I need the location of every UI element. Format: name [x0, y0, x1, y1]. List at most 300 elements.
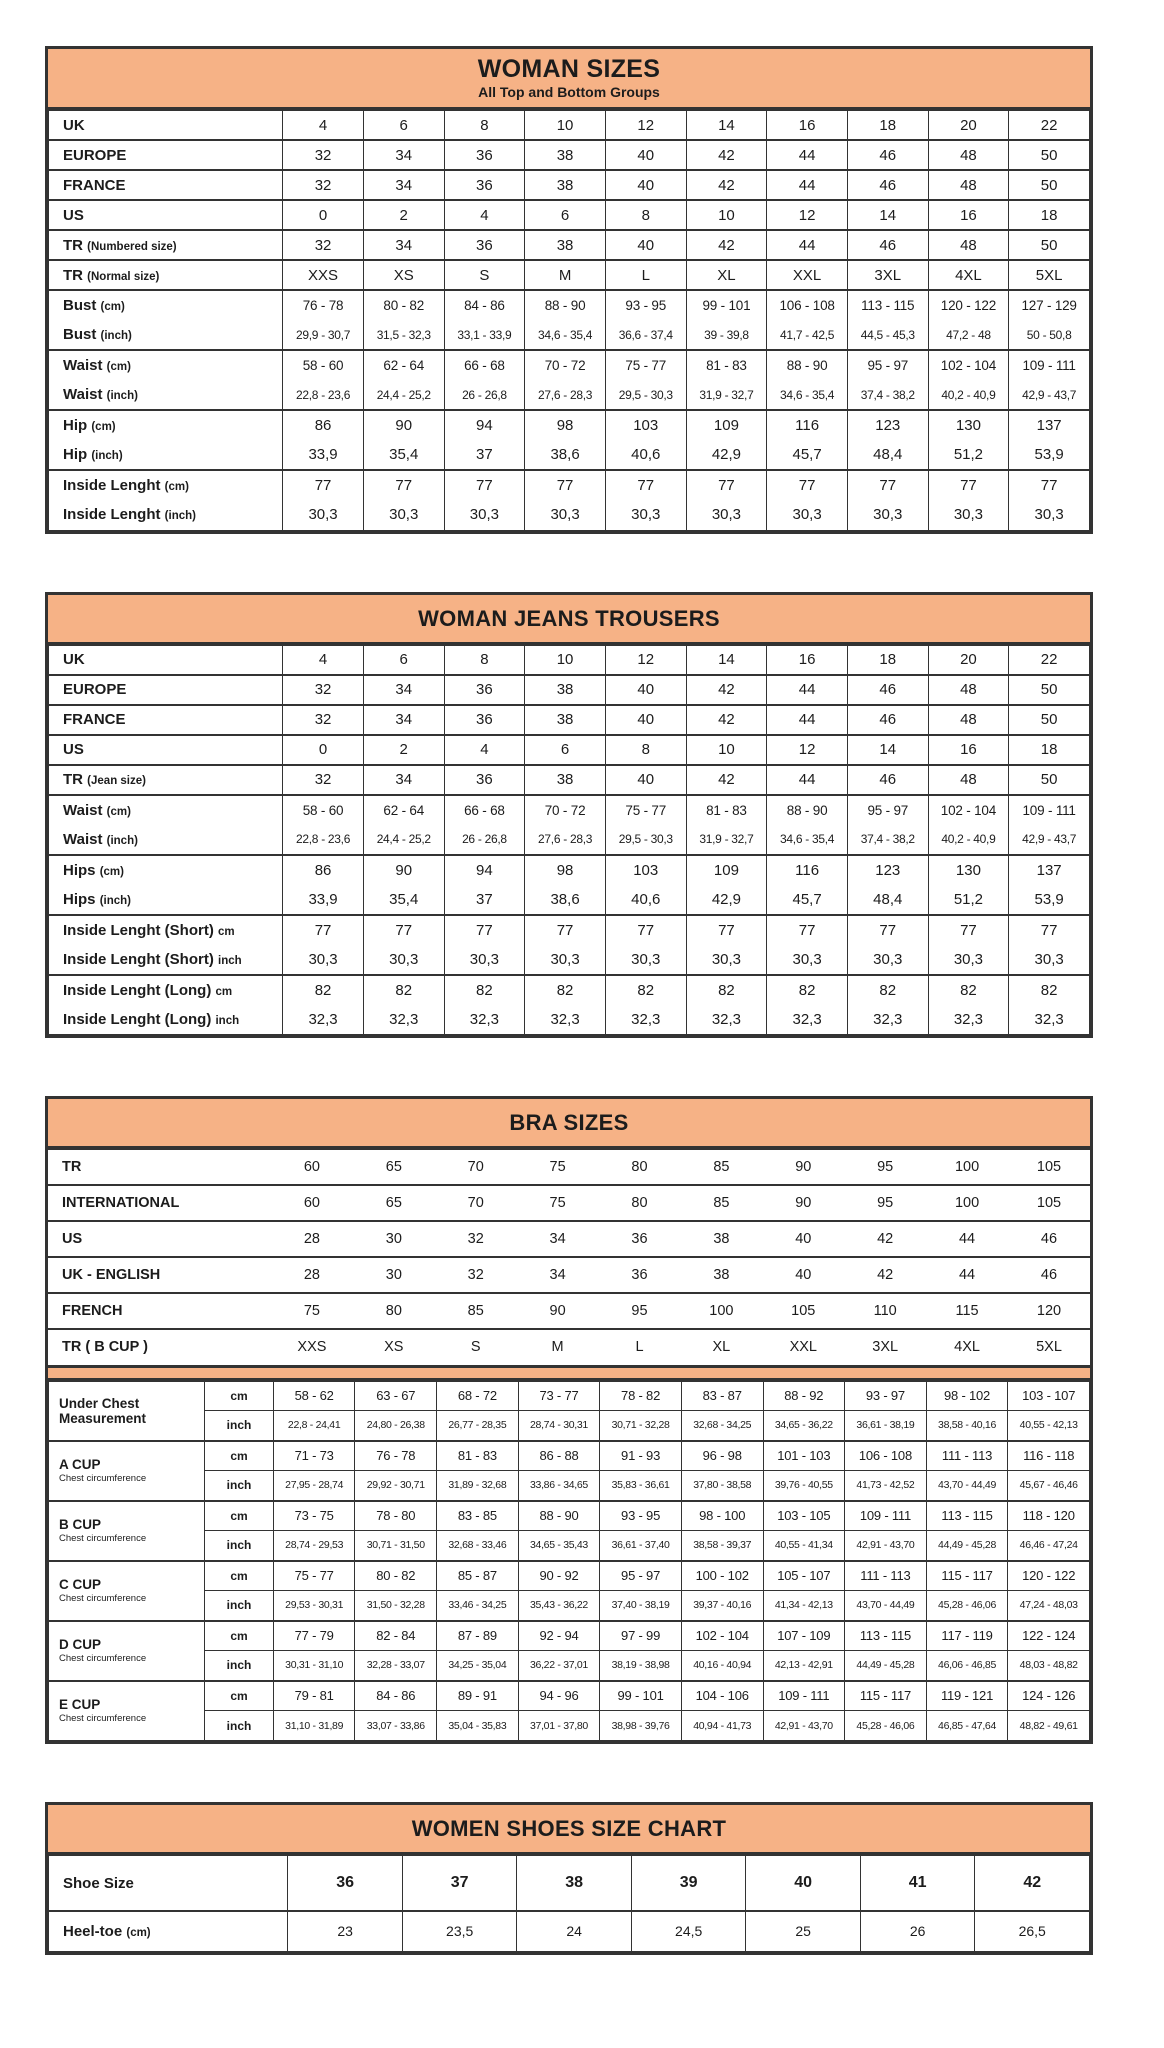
size-value: 88 - 90 [767, 350, 848, 380]
size-value: 75 - 77 [273, 1561, 355, 1591]
size-value: 32 [283, 705, 364, 735]
row-label [49, 260, 283, 290]
size-value: 5XL [1008, 1329, 1090, 1365]
size-value: 18 [847, 110, 928, 140]
size-value: 105 [1008, 1185, 1090, 1221]
size-value: 82 - 84 [355, 1621, 437, 1651]
size-value: 32 [283, 675, 364, 705]
size-value: 16 [767, 645, 848, 675]
size-value: 18 [1009, 735, 1090, 765]
size-value: 75 - 77 [605, 795, 686, 825]
size-value: 86 - 88 [518, 1441, 600, 1471]
table-row [49, 500, 1090, 530]
woman-sizes-table [45, 46, 1093, 534]
table-title: WOMEN SHOES SIZE CHART [411, 1816, 727, 1841]
size-value: 85 [680, 1149, 762, 1185]
row-label-main: TR [63, 771, 83, 788]
row-label-unit: inch [215, 1014, 240, 1027]
size-value: 48 [928, 230, 1009, 260]
size-value: 50 [1009, 230, 1090, 260]
size-value: 50 [1009, 170, 1090, 200]
bra-cup-grid [48, 1380, 1090, 1742]
row-label-main: US [63, 206, 84, 224]
size-value: 40 [762, 1221, 844, 1257]
table-row [49, 795, 1090, 825]
size-value: 32,68 - 34,25 [681, 1411, 763, 1441]
size-value: 36,22 - 37,01 [518, 1651, 600, 1681]
size-value: 109 - 111 [845, 1501, 927, 1531]
cup-sublabel: Chest circumference [59, 1473, 147, 1484]
size-value: 77 [767, 915, 848, 945]
size-value: 38 [525, 765, 606, 795]
size-value: 37,40 - 38,19 [600, 1591, 682, 1621]
size-value: 90 [517, 1293, 599, 1329]
table-row [49, 380, 1090, 410]
size-value: 30,3 [928, 945, 1009, 975]
size-value: 73 - 75 [273, 1501, 355, 1531]
size-value: 38 [525, 230, 606, 260]
size-value: 42 [975, 1855, 1090, 1911]
table-row [49, 350, 1090, 380]
cup-label [49, 1441, 205, 1501]
size-value: 46,46 - 47,24 [1008, 1531, 1090, 1561]
size-value: 115 - 117 [845, 1681, 927, 1711]
row-label-main: Hip [63, 446, 88, 463]
size-value: 6 [363, 110, 444, 140]
size-value: 65 [353, 1149, 435, 1185]
size-value: 32 [283, 140, 364, 170]
size-value: 37,01 - 37,80 [518, 1711, 600, 1741]
size-value: 41,73 - 42,52 [845, 1471, 927, 1501]
size-value: 82 [525, 975, 606, 1005]
size-value: 32,3 [283, 1005, 364, 1035]
size-value: 39 - 39,8 [686, 320, 767, 350]
table-row [49, 140, 1090, 170]
woman-sizes-header [48, 49, 1090, 109]
row-label [49, 915, 283, 945]
row-label-main: Heel-toe [63, 1922, 123, 1940]
size-value: 63 - 67 [355, 1381, 437, 1411]
size-value: 44,49 - 45,28 [926, 1531, 1008, 1561]
size-value: 58 - 60 [283, 795, 364, 825]
size-value: 35,83 - 36,61 [600, 1471, 682, 1501]
size-value: 23,5 [402, 1911, 517, 1951]
size-value: 37,4 - 38,2 [847, 825, 928, 855]
row-label-main: Inside Lenght [63, 477, 161, 494]
cup-sublabel: Chest circumference [59, 1653, 147, 1664]
row-label-main: Hips [63, 890, 96, 908]
size-value: 42,91 - 43,70 [763, 1711, 845, 1741]
unit-label: inch [205, 1651, 274, 1681]
table-title: WOMAN JEANS TROUSERS [418, 605, 720, 631]
row-label-unit: (inch) [106, 834, 138, 847]
size-value: 40,55 - 41,34 [763, 1531, 845, 1561]
size-value: 16 [928, 200, 1009, 230]
row-label-unit: (cm) [126, 1926, 151, 1939]
size-value: 75 [517, 1185, 599, 1221]
row-label-main: Waist [63, 801, 103, 819]
size-value: 95 [599, 1293, 681, 1329]
table-row [49, 1441, 1090, 1471]
row-label [49, 675, 283, 705]
table-row [49, 200, 1090, 230]
row-label [49, 350, 283, 380]
size-value: 48 [928, 765, 1009, 795]
table-row [48, 1257, 1090, 1293]
size-value: 25 [746, 1911, 861, 1951]
size-value: 98 - 100 [681, 1501, 763, 1531]
size-value: 41 [860, 1855, 975, 1911]
size-value: XXS [283, 260, 364, 290]
size-value: 103 - 107 [1008, 1381, 1090, 1411]
row-label-unit: (cm) [164, 481, 189, 493]
size-value: 32,3 [686, 1005, 767, 1035]
size-value: 24,80 - 26,38 [355, 1411, 437, 1441]
row-label-unit: inch [218, 954, 242, 967]
size-value: 4 [283, 110, 364, 140]
size-value: 44 [926, 1257, 1008, 1293]
cup-label [49, 1621, 205, 1681]
size-value: 23 [288, 1911, 403, 1951]
size-value: 77 [444, 470, 525, 500]
row-label-unit: (cm) [100, 301, 125, 313]
size-value: 48 [928, 705, 1009, 735]
size-value: 40,94 - 41,73 [681, 1711, 763, 1741]
size-value: 40 [605, 675, 686, 705]
size-value: 77 [767, 470, 848, 500]
size-value: 90 [363, 410, 444, 440]
size-value: 40,55 - 42,13 [1008, 1411, 1090, 1441]
size-value: 103 - 105 [763, 1501, 845, 1531]
table-row [49, 675, 1090, 705]
row-label [48, 1293, 271, 1329]
size-value: 34 [363, 705, 444, 735]
size-value: 24,4 - 25,2 [363, 825, 444, 855]
row-label-main: INTERNATIONAL [62, 1195, 180, 1211]
size-value: 62 - 64 [363, 795, 444, 825]
table-row [49, 110, 1090, 140]
size-value: 76 - 78 [283, 290, 364, 320]
size-value: 78 - 82 [600, 1381, 682, 1411]
row-label-main: FRANCE [63, 176, 126, 194]
row-label-unit: (cm) [106, 361, 131, 373]
size-value: 102 - 104 [928, 350, 1009, 380]
table-row [49, 440, 1090, 470]
size-value: 27,6 - 28,3 [525, 380, 606, 410]
size-value: 30,3 [444, 945, 525, 975]
row-label [49, 945, 283, 975]
size-value: 34,65 - 35,43 [518, 1531, 600, 1561]
size-value: 30,71 - 32,28 [600, 1411, 682, 1441]
size-value: 73 - 77 [518, 1381, 600, 1411]
row-label [49, 470, 283, 500]
table-row [49, 1005, 1090, 1035]
size-value: 12 [605, 645, 686, 675]
size-value: 70 [435, 1149, 517, 1185]
size-value: 53,9 [1009, 885, 1090, 915]
size-value: 34,25 - 35,04 [437, 1651, 519, 1681]
size-value: 118 - 120 [1008, 1501, 1090, 1531]
size-value: 88 - 90 [767, 795, 848, 825]
size-value: 111 - 113 [845, 1561, 927, 1591]
size-value: 33,46 - 34,25 [437, 1591, 519, 1621]
row-label-main: Hip [63, 417, 88, 434]
size-value: 10 [686, 200, 767, 230]
row-label-unit: cm [218, 925, 235, 938]
size-value: 70 [435, 1185, 517, 1221]
table-row [49, 1855, 1090, 1911]
size-value: 46 [847, 765, 928, 795]
row-label-unit: cm [215, 985, 233, 998]
size-value: 85 [680, 1185, 762, 1221]
size-value: 40 [605, 705, 686, 735]
size-value: 32 [283, 170, 364, 200]
size-value: 32,3 [444, 1005, 525, 1035]
size-value: 100 [926, 1149, 1008, 1185]
row-label-main: FRENCH [62, 1303, 123, 1319]
size-value: 38,98 - 39,76 [600, 1711, 682, 1741]
size-value: 48,82 - 49,61 [1008, 1711, 1090, 1741]
table-row [49, 1501, 1090, 1531]
row-label-unit: (Jean size) [87, 775, 146, 787]
table-row [49, 470, 1090, 500]
row-label [49, 320, 283, 350]
size-value: 94 [444, 855, 525, 885]
row-label-main: Inside Lenght (Long) [63, 1010, 212, 1028]
size-value: 44 [767, 140, 848, 170]
bra-sizes-table [45, 1096, 1093, 1744]
size-value: 38 [525, 705, 606, 735]
size-value: 70 - 72 [525, 350, 606, 380]
size-value: 30,3 [444, 500, 525, 530]
size-value: 45,7 [767, 440, 848, 470]
size-value: 36,6 - 37,4 [605, 320, 686, 350]
size-value: 32,3 [525, 1005, 606, 1035]
size-value: 10 [686, 735, 767, 765]
size-value: 71 - 73 [273, 1441, 355, 1471]
table-title: WOMAN SIZES [477, 55, 661, 83]
size-value: 66 - 68 [444, 795, 525, 825]
size-value: 46 [847, 170, 928, 200]
size-value: 42 [844, 1221, 926, 1257]
size-value: 137 [1009, 410, 1090, 440]
size-value: 42 [686, 765, 767, 795]
size-value: 106 - 108 [845, 1441, 927, 1471]
size-value: 40,6 [605, 885, 686, 915]
size-value: 77 [686, 915, 767, 945]
size-value: 34 [517, 1257, 599, 1293]
size-value: 48 [928, 675, 1009, 705]
unit-label: inch [205, 1411, 274, 1441]
size-value: 100 [680, 1293, 762, 1329]
size-value: 4 [283, 645, 364, 675]
size-value: 31,89 - 32,68 [437, 1471, 519, 1501]
size-value: 51,2 [928, 440, 1009, 470]
size-value: 68 - 72 [437, 1381, 519, 1411]
size-value: 4XL [928, 260, 1009, 290]
size-value: 124 - 126 [1008, 1681, 1090, 1711]
table-row [49, 945, 1090, 975]
size-value: 86 [283, 855, 364, 885]
size-value: 8 [605, 735, 686, 765]
size-value: 31,5 - 32,3 [363, 320, 444, 350]
size-value: 95 - 97 [847, 350, 928, 380]
size-value: 81 - 83 [686, 350, 767, 380]
size-value: 100 [926, 1185, 1008, 1221]
size-value: 82 [767, 975, 848, 1005]
table-row [49, 1561, 1090, 1591]
size-value: 60 [271, 1185, 353, 1221]
size-value: 32,3 [847, 1005, 928, 1035]
size-value: 31,50 - 32,28 [355, 1591, 437, 1621]
size-value: 115 - 117 [926, 1561, 1008, 1591]
table-row [49, 645, 1090, 675]
row-label-main: TR ( B CUP ) [62, 1339, 148, 1356]
row-label-unit: (inch) [100, 330, 132, 342]
size-value: XXS [271, 1329, 353, 1365]
size-value: 22 [1009, 110, 1090, 140]
size-value: 30,3 [847, 500, 928, 530]
row-label-main: Bust [63, 297, 97, 314]
size-value: 66 - 68 [444, 350, 525, 380]
size-value: 102 - 104 [928, 795, 1009, 825]
size-value: 117 - 119 [926, 1621, 1008, 1651]
row-label [49, 290, 283, 320]
size-value: 41,34 - 42,13 [763, 1591, 845, 1621]
size-value: S [444, 260, 525, 290]
size-value: 43,70 - 44,49 [926, 1471, 1008, 1501]
unit-label: cm [205, 1501, 274, 1531]
size-value: 82 [283, 975, 364, 1005]
size-value: 75 - 77 [605, 350, 686, 380]
size-value: 77 [363, 915, 444, 945]
size-value: 40 [605, 765, 686, 795]
row-label-unit: (inch) [106, 390, 138, 402]
size-value: 80 - 82 [363, 290, 444, 320]
cup-label [49, 1381, 205, 1441]
size-value: 105 [1008, 1149, 1090, 1185]
size-value: 28 [271, 1221, 353, 1257]
size-value: 40,2 - 40,9 [928, 380, 1009, 410]
row-label [49, 825, 283, 855]
bra-sizes-header [48, 1099, 1090, 1148]
size-value: XXL [767, 260, 848, 290]
size-value: 45,28 - 46,06 [926, 1591, 1008, 1621]
size-value: 46 [847, 705, 928, 735]
row-label-unit: (inch) [99, 894, 131, 907]
size-value: 82 [444, 975, 525, 1005]
size-value: 77 [283, 470, 364, 500]
size-value: 12 [605, 110, 686, 140]
size-value: 82 [605, 975, 686, 1005]
row-label-unit: (Normal size) [87, 270, 160, 283]
women-shoes-grid [48, 1854, 1090, 1952]
row-label [49, 170, 283, 200]
size-value: 36,61 - 38,19 [845, 1411, 927, 1441]
size-value: 38 [525, 170, 606, 200]
size-value: 30,3 [928, 500, 1009, 530]
size-value: 32,3 [928, 1005, 1009, 1035]
size-value: 30,3 [605, 500, 686, 530]
size-value: 12 [767, 735, 848, 765]
size-value: 36 [444, 675, 525, 705]
size-value: 75 [271, 1293, 353, 1329]
cup-sublabel: Chest circumference [59, 1713, 147, 1725]
size-value: 58 - 62 [273, 1381, 355, 1411]
size-value: 43,70 - 44,49 [845, 1591, 927, 1621]
size-value: 35,43 - 36,22 [518, 1591, 600, 1621]
row-label-unit: (cm) [91, 421, 116, 433]
size-value: 36,61 - 37,40 [600, 1531, 682, 1561]
size-value: 34 [363, 230, 444, 260]
size-value: 116 - 118 [1008, 1441, 1090, 1471]
size-value: 48,4 [847, 885, 928, 915]
size-value: 84 - 86 [444, 290, 525, 320]
table-row [49, 1381, 1090, 1411]
size-value: 94 - 96 [518, 1681, 600, 1711]
size-value: 22,8 - 23,6 [283, 380, 364, 410]
size-value: 85 - 87 [437, 1561, 519, 1591]
size-value: 77 - 79 [273, 1621, 355, 1651]
cup-name: E CUP [59, 1697, 101, 1713]
size-value: 22 [1009, 645, 1090, 675]
row-label [49, 500, 283, 530]
size-value: 47,2 - 48 [928, 320, 1009, 350]
bra-conversion-grid [48, 1148, 1090, 1366]
size-value: 6 [363, 645, 444, 675]
size-value: 90 [363, 855, 444, 885]
size-value: 16 [928, 735, 1009, 765]
size-value: 30,3 [686, 500, 767, 530]
size-value: 107 - 109 [763, 1621, 845, 1651]
size-value: 10 [525, 110, 606, 140]
row-label-unit: (inch) [91, 450, 123, 462]
size-value: 34,6 - 35,4 [525, 320, 606, 350]
size-value: 80 [353, 1293, 435, 1329]
size-value: 137 [1009, 855, 1090, 885]
row-label-main: Inside Lenght (Short) [63, 921, 214, 939]
row-label-main: Waist [63, 830, 103, 848]
size-value: 42,9 - 43,7 [1009, 380, 1090, 410]
size-value: 26,77 - 28,35 [437, 1411, 519, 1441]
size-value: 77 [1009, 470, 1090, 500]
size-value: 33,1 - 33,9 [444, 320, 525, 350]
size-value: 30,3 [605, 945, 686, 975]
size-value: 30 [353, 1221, 435, 1257]
size-value: 16 [767, 110, 848, 140]
size-value: 37 [444, 885, 525, 915]
size-value: 96 - 98 [681, 1441, 763, 1471]
table-row [49, 975, 1090, 1005]
row-label [48, 1221, 271, 1257]
size-value: 36 [288, 1855, 403, 1911]
size-value: 82 [847, 975, 928, 1005]
size-value: 82 [1009, 975, 1090, 1005]
cup-name: A CUP [59, 1457, 101, 1472]
size-value: 40 [762, 1257, 844, 1293]
size-value: 34 [517, 1221, 599, 1257]
size-value: 34,6 - 35,4 [767, 380, 848, 410]
table-row [49, 825, 1090, 855]
size-value: 83 - 87 [681, 1381, 763, 1411]
size-value: 4 [444, 735, 525, 765]
size-value: 123 [847, 855, 928, 885]
size-value: 94 [444, 410, 525, 440]
size-value: 30,3 [767, 500, 848, 530]
table-row [49, 765, 1090, 795]
size-value: 36 [599, 1257, 681, 1293]
size-value: 103 [605, 855, 686, 885]
